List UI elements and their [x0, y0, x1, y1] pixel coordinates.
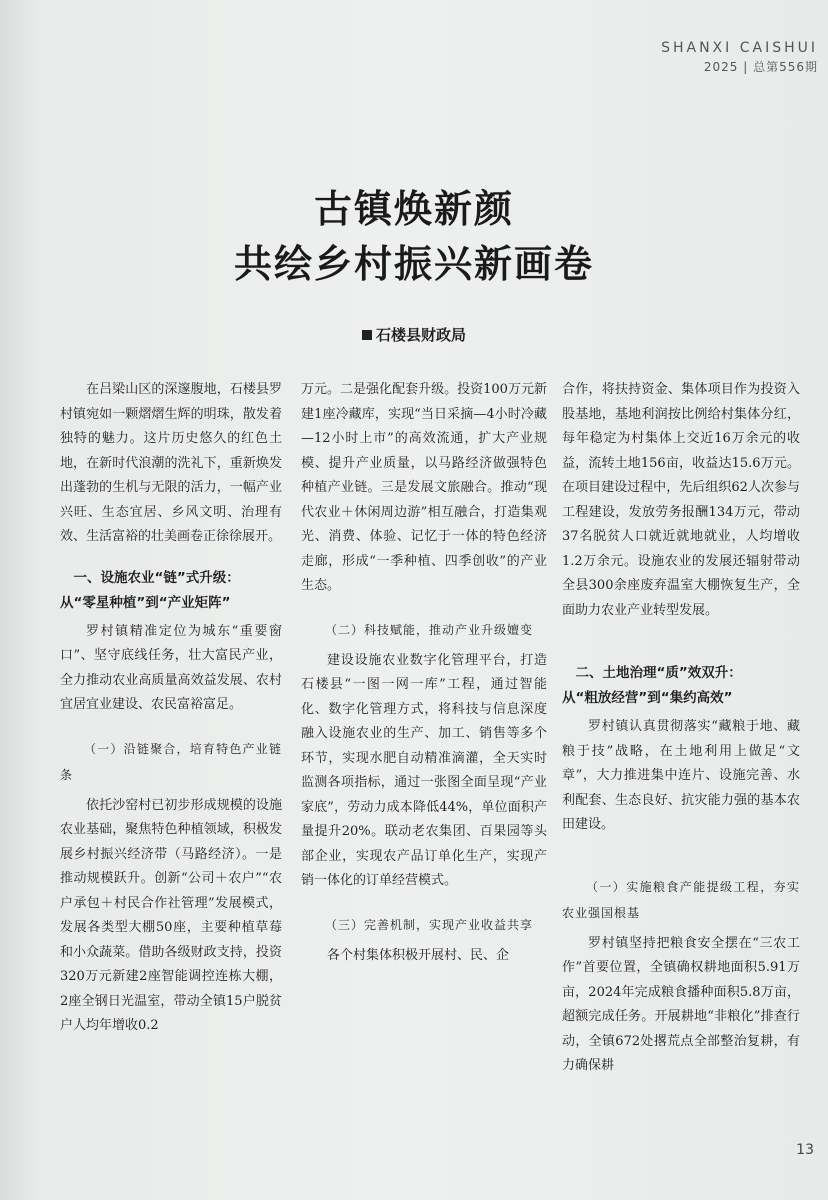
- paragraph: 依托沙窑村已初步形成规模的设施农业基础，聚焦特色种植领域，积极发展乡村振兴经济带（马路经济）。一是推动规模跃升。创新“公司＋农户”“农户承包＋村民合作社管理”发展模式，发展各类型大棚50座，主要种植草莓和小众蔬菜。借助各级财政支持，投资320万元新建2座智能调控连栋大棚，2座全钢日光温室，带动全镇15户脱贫户人均年增收0.2: [60, 797, 282, 1033]
- page-number: 13: [796, 1142, 814, 1158]
- subsection-heading: （二）科技赋能，推动产业升级嬗变: [325, 622, 534, 637]
- subsection-heading: （一）沿链聚合，培育特色产业链条: [60, 741, 282, 782]
- magazine-name: SHANXI CAISHUI: [661, 40, 818, 56]
- section-heading-2-line1: 二、土地治理“质”效双升：: [575, 665, 742, 681]
- square-bullet-icon: [362, 330, 372, 340]
- paragraph: 万元。二是强化配套升级。投资100万元新建1座冷藏库，实现“当日采摘—4小时冷藏—12小时上市”的高效流通，扩大产业规模、提升产业质量，以马路经济做强特色种植产业链。三是发展文旅融合。推动“现代农业＋休闲周边游”相互融合，打造集观光、消费、体验、记忆于一体的特色经济走廊，形成“一季种植、四季创收”的产业生态。: [301, 382, 547, 593]
- section-heading-1: [60, 566, 282, 616]
- paragraph: 罗村镇精准定位为城东“重要窗口”、坚守底线任务，壮大富民产业，全力推动农业高质量高效益发展、农村宜居宜业建设、农民富裕富足。: [60, 623, 282, 712]
- paragraph: 建设设施农业数字化管理平台，打造石楼县“一图一网一库”工程，通过智能化、数字化管理方式，将科技与信息深度融入设施农业的生产、加工、销售等多个环节，实现水肥自动精准滴灌，全天实时监测各项指标，通过一张图全面呈现“产业家底”，劳动力成本降低44%，单位面积产量提升20%。联动老农集团、百果园等头部企业，实现农产品订单化生产，实现产销一体化的订单经营模式。: [301, 652, 547, 888]
- section-heading-2: [562, 661, 800, 711]
- paragraph: 各个村集体积极开展村、民、企: [327, 947, 510, 963]
- subsection-heading: （三）完善机制，实现产业收益共享: [325, 917, 534, 932]
- article-title-line2: 共绘乡村振兴新画卷: [233, 242, 594, 286]
- text-column-2: [301, 378, 547, 968]
- section-heading-1-line2: 从“零星种植”到“产业矩阵”: [60, 594, 231, 611]
- paragraph: 罗村镇认真贯彻落实“藏粮于地、藏粮于技”战略，在土地利用上做足“文章”，大力推进集中连片、设施完善、水利配套、生态良好、抗灾能力强的基本农田建设。: [562, 719, 800, 832]
- article-title-line1: 古镇焕新颜: [313, 187, 514, 231]
- text-column-1: [60, 378, 282, 1039]
- subsection-heading: （一）实施粮食产能提级工程，夯实农业强国根基: [562, 879, 800, 920]
- paragraph: 合作，将扶持资金、集体项目作为投资入股基地，基地利润按比例给村集体分红，每年稳定为村集体上交近16万余元的收益，流转土地156亩，收益达15.6万元。在项目建设过程中，先后组织62人次参与工程建设，发放劳务报酬134万元，带动37名脱贫人口就近就地就业，人均增收1.2万余元。设施农业的发展还辐射带动全县300余座废弃温室大棚恢复生产，全面助力农业产业转型发展。: [562, 382, 800, 618]
- magazine-header: [661, 40, 818, 75]
- author-name: 石楼县财政局: [375, 326, 466, 344]
- text-column-3: [562, 378, 800, 1079]
- article-author: [0, 324, 828, 345]
- issue-number: 2025 | 总第556期: [703, 60, 818, 74]
- intro-paragraph: 在吕梁山区的深邃腹地，石楼县罗村镇宛如一颗熠熠生辉的明珠，散发着独特的魅力。这片历史悠久的红色土地，在新时代浪潮的洗礼下，重新焕发出蓬勃的生机与无限的活力，一幅产业兴旺、生态宜居、乡风文明、治理有效、生活富裕的壮美画卷正徐徐展开。: [60, 382, 282, 544]
- section-heading-2-line2: 从“粗放经营”到“集约高效”: [562, 690, 733, 706]
- section-heading-1-line1: 一、设施农业“链”式升级：: [73, 569, 240, 586]
- paragraph: 罗村镇坚持把粮食安全摆在“三农工作”首要位置，全镇确权耕地面积5.91万亩，2024年完成粮食播种面积5.8万亩，超额完成任务。开展耕地“非粮化”排查行动，全镇672处撂荒点全部整治复耕，有力确保耕: [562, 935, 800, 1073]
